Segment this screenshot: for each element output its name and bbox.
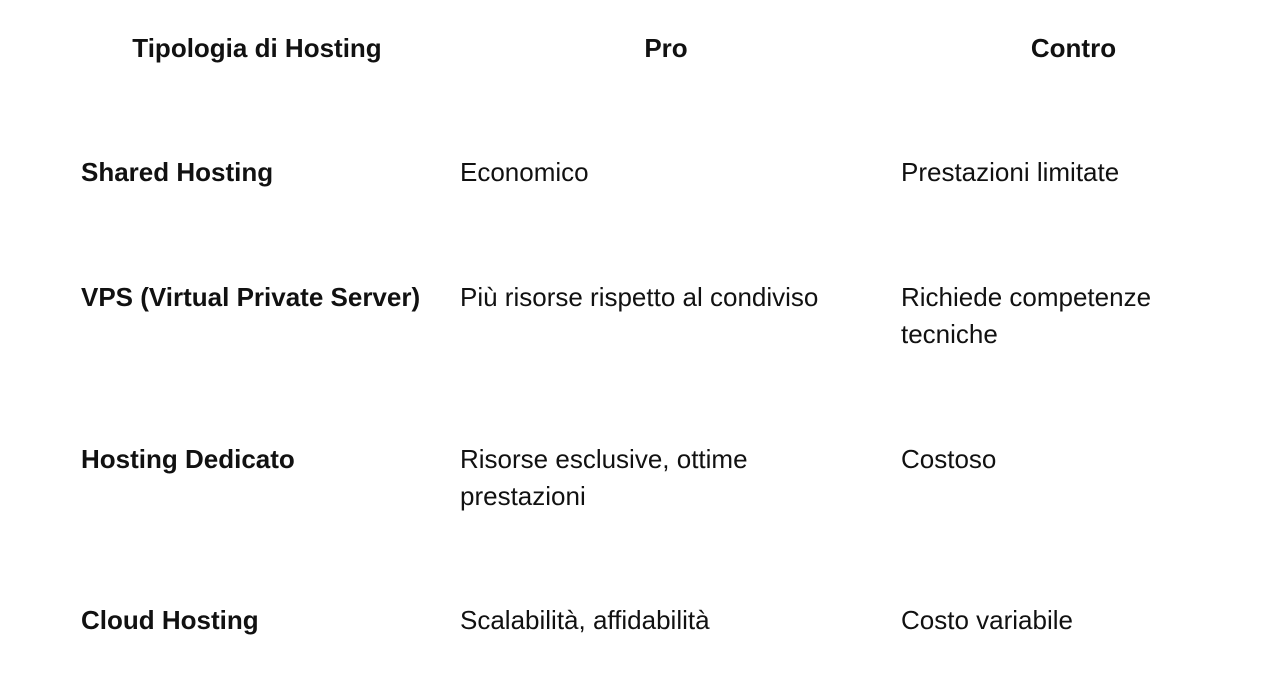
cell-tipologia: Shared Hosting xyxy=(81,157,274,187)
cell-tipologia: Hosting Dedicato xyxy=(81,444,295,474)
cell-pro: Più risorse rispetto al condiviso xyxy=(460,282,819,312)
cell-contro: Richiede competenze tecniche xyxy=(901,282,1152,349)
cell-tipologia: Cloud Hosting xyxy=(81,605,259,635)
cell-pro: Scalabilità, affidabilità xyxy=(460,605,710,635)
cell-pro: Economico xyxy=(460,157,589,187)
header-contro: Contro xyxy=(1030,33,1117,63)
table-header-row xyxy=(0,30,1280,66)
cell-tipologia: VPS (Virtual Private Server) xyxy=(81,282,421,312)
cell-contro: Prestazioni limitate xyxy=(901,157,1120,187)
header-tipologia: Tipologia di Hosting xyxy=(132,33,382,63)
cell-pro: Risorse esclusive, ottime prestazioni xyxy=(460,444,748,511)
cell-contro: Costoso xyxy=(901,444,997,474)
header-pro: Pro xyxy=(644,33,688,63)
cell-contro: Costo variabile xyxy=(901,605,1073,635)
